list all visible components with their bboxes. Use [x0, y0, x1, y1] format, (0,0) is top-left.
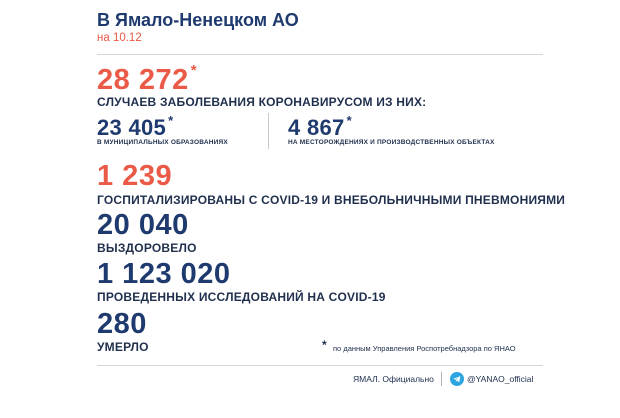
- municipal-cases-value: 23 405: [97, 115, 167, 140]
- footer-brand: ЯМАЛ. Официально: [353, 374, 434, 384]
- bottom-divider: [97, 365, 543, 366]
- total-cases-block: [97, 62, 197, 97]
- total-cases-label: СЛУЧАЕВ ЗАБОЛЕВАНИЯ КОРОНАВИРУСОМ ИЗ НИХ:: [97, 95, 427, 109]
- total-cases-asterisk: *: [190, 62, 197, 79]
- top-divider: [97, 54, 543, 55]
- footer-handle[interactable]: @YANAO_official: [467, 374, 534, 384]
- total-cases-value: 28 272: [97, 64, 189, 96]
- footnote-text: по данным Управления Роспотребнадзора по ЯНАО: [333, 344, 516, 353]
- municipal-cases-label: В МУНИЦИПАЛЬНЫХ ОБРАЗОВАНИЯХ: [97, 139, 228, 146]
- footer-divider: [441, 372, 442, 386]
- oilfield-cases-value: 4 867: [288, 115, 345, 140]
- recovered-value: 20 040: [97, 209, 189, 241]
- deaths-label: УМЕРЛО: [97, 340, 149, 354]
- report-date: на 10.12: [97, 32, 142, 44]
- page-title: В Ямало-Ненецком АО: [97, 10, 299, 30]
- footnote-asterisk: *: [322, 338, 327, 352]
- breakdown-separator: [268, 113, 269, 149]
- tests-value: 1 123 020: [97, 258, 231, 290]
- recovered-label: ВЫЗДОРОВЕЛО: [97, 241, 197, 255]
- oilfield-cases-asterisk: *: [346, 113, 352, 128]
- municipal-cases-block: [97, 113, 173, 141]
- tests-label: ПРОВЕДЕННЫХ ИССЛЕДОВАНИЙ НА COVID-19: [97, 290, 386, 304]
- telegram-icon[interactable]: [450, 372, 464, 386]
- oilfield-cases-label: НА МЕСТОРОЖДЕНИЯХ И ПРОИЗВОДСТВЕННЫХ ОБЪЕКТАХ: [288, 139, 495, 146]
- oilfield-cases-block: [288, 113, 352, 141]
- hospitalized-value: 1 239: [97, 160, 173, 192]
- deaths-value: 280: [97, 308, 147, 340]
- hospitalized-label: ГОСПИТАЛИЗИРОВАНЫ С COVID-19 И ВНЕБОЛЬНИЧНЫМИ ПНЕВМОНИЯМИ: [97, 193, 566, 207]
- municipal-cases-asterisk: *: [168, 113, 174, 128]
